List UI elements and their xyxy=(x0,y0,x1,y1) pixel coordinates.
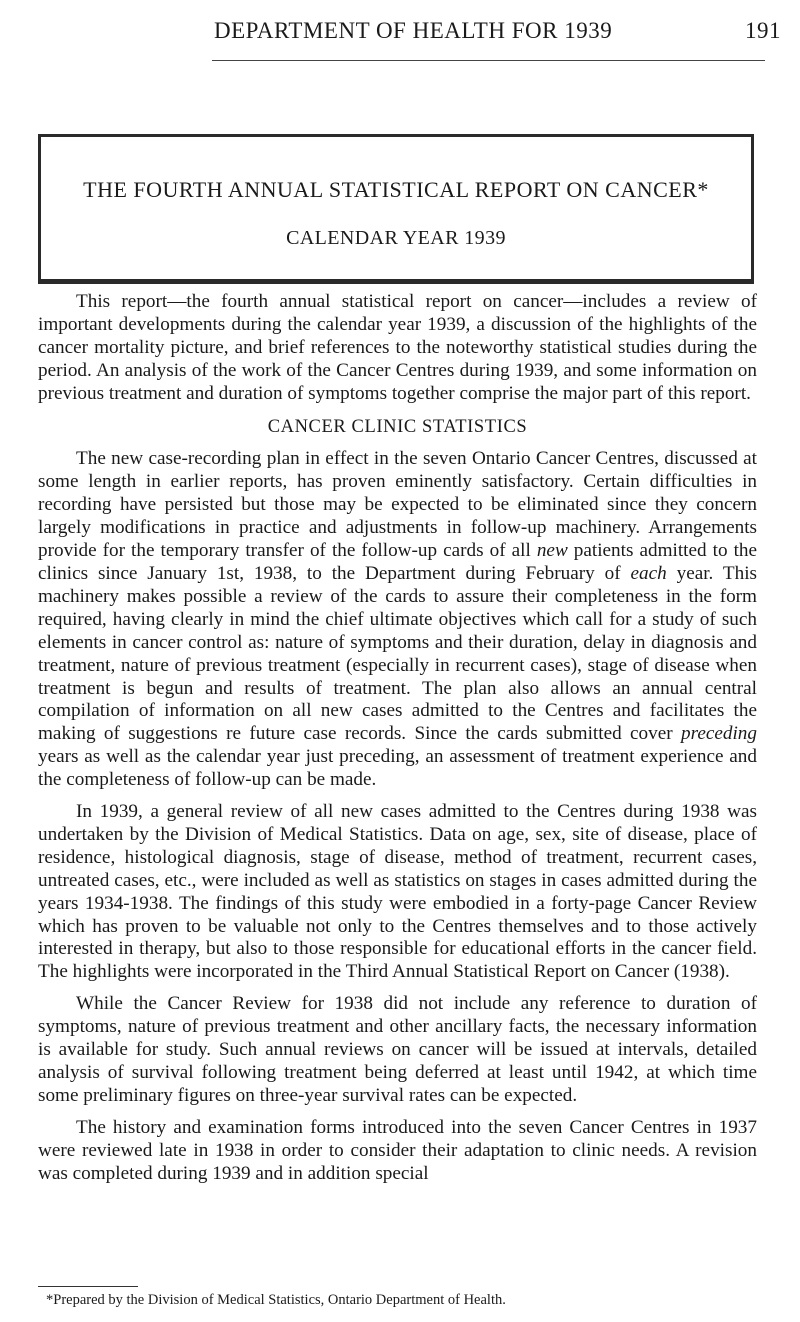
paragraph-general-review: In 1939, a general review of all new cases admitted to the Centres during 1938 was undertaken by the Division of Medical Statistics. Data on age, sex, site of disease, place of residence, histological diagnosis, stage of disease, method of treatment, recurrent cases, untreated cases, etc., were included as well as statistics on stages in cases admitted during the years 1934-1938. The findings of this study were embodied in a forty-page Cancer Review which has proven to be valuable not only to the Centres themselves and to those actively interested in therapy, but also to those responsible for educational efforts in the cancer field. The highlights were incorporated in the Third Annual Statistical Report on Cancer (1938). xyxy=(38,801,757,983)
emphasis-each: each xyxy=(630,562,667,584)
paragraph-text: The new case-recording plan in effect in the seven Ontario Cancer Centres, discussed at some length in earlier reports, has proven eminently satisfactory. Certain difficulties in recording have persisted but those may be expected to be eliminated since they concern largely modifications in practice and adjustments in follow-up machinery. Arrangements provide for the temporary transfer of the follow-up cards of all xyxy=(38,448,757,562)
page-number: 191 xyxy=(745,18,781,43)
section-heading: CANCER CLINIC STATISTICS xyxy=(267,416,528,437)
intro-paragraph: This report—the fourth annual statistical report on cancer—includes a review of important developments during the calendar year 1939, a discussion of the highlights of the cancer mortality picture, and brief references to the noteworthy statistical studies during the period. An analysis of the work of the Cancer Centres during 1939, and some information on previous treatment and duration of symptoms together comprise the major part of this report. xyxy=(38,291,757,404)
paragraph-text: patients admitted to the clinics since January 1st, 1938, to the Department during February of xyxy=(38,540,758,584)
paragraph-history-forms: The history and examination forms introduced into the seven Cancer Centres in 1937 were reviewed late in 1938 in order to consider their adaptation to clinic needs. A revision was completed during 1939 and in addition special xyxy=(38,1116,757,1184)
report-body xyxy=(38,291,757,1186)
report-title: THE FOURTH ANNUAL STATISTICAL REPORT ON CANCER* xyxy=(83,177,709,202)
header-rule xyxy=(212,60,765,61)
emphasis-preceding: preceding xyxy=(680,723,757,745)
emphasis-new: new xyxy=(536,540,568,562)
report-title-box xyxy=(38,134,754,284)
footnote-rule xyxy=(38,1286,138,1287)
paragraph-case-recording xyxy=(38,448,757,792)
running-head-title: DEPARTMENT OF HEALTH FOR 1939 xyxy=(214,18,613,43)
report-subtitle: CALENDAR YEAR 1939 xyxy=(286,227,506,249)
paragraph-text: years as well as the calendar year just preceding, an assessment of treatment experience and the completeness of follow-up can be made. xyxy=(38,746,757,791)
footnote: *Prepared by the Division of Medical Statistics, Ontario Department of Health. xyxy=(46,1292,506,1308)
paragraph-cancer-review: While the Cancer Review for 1938 did not include any reference to duration of symptoms, nature of previous treatment and other ancillary facts, the necessary information is available for study. Such annual reviews on cancer will be issued at intervals, detailed analysis of survival following treatment being deferred at least until 1942, at which time some preliminary figures on three-year survival rates can be expected. xyxy=(38,993,757,1106)
paragraph-text: year. This machinery makes possible a review of the cards to assure their completeness in the form required, having clearly in mind the chief ultimate objectives which call for a study of such elements in cancer control as: nature of symptoms and their duration, delay in diagnosis and treatment, nature of previous treatment (especially in recurrent cases), stage of disease when treatment is begun and results of treatment. The plan also allows an annual central compilation of information on all new cases admitted to the Centres and facilitates the making of suggestions re future case records. Since the cards submitted cover xyxy=(38,562,757,745)
